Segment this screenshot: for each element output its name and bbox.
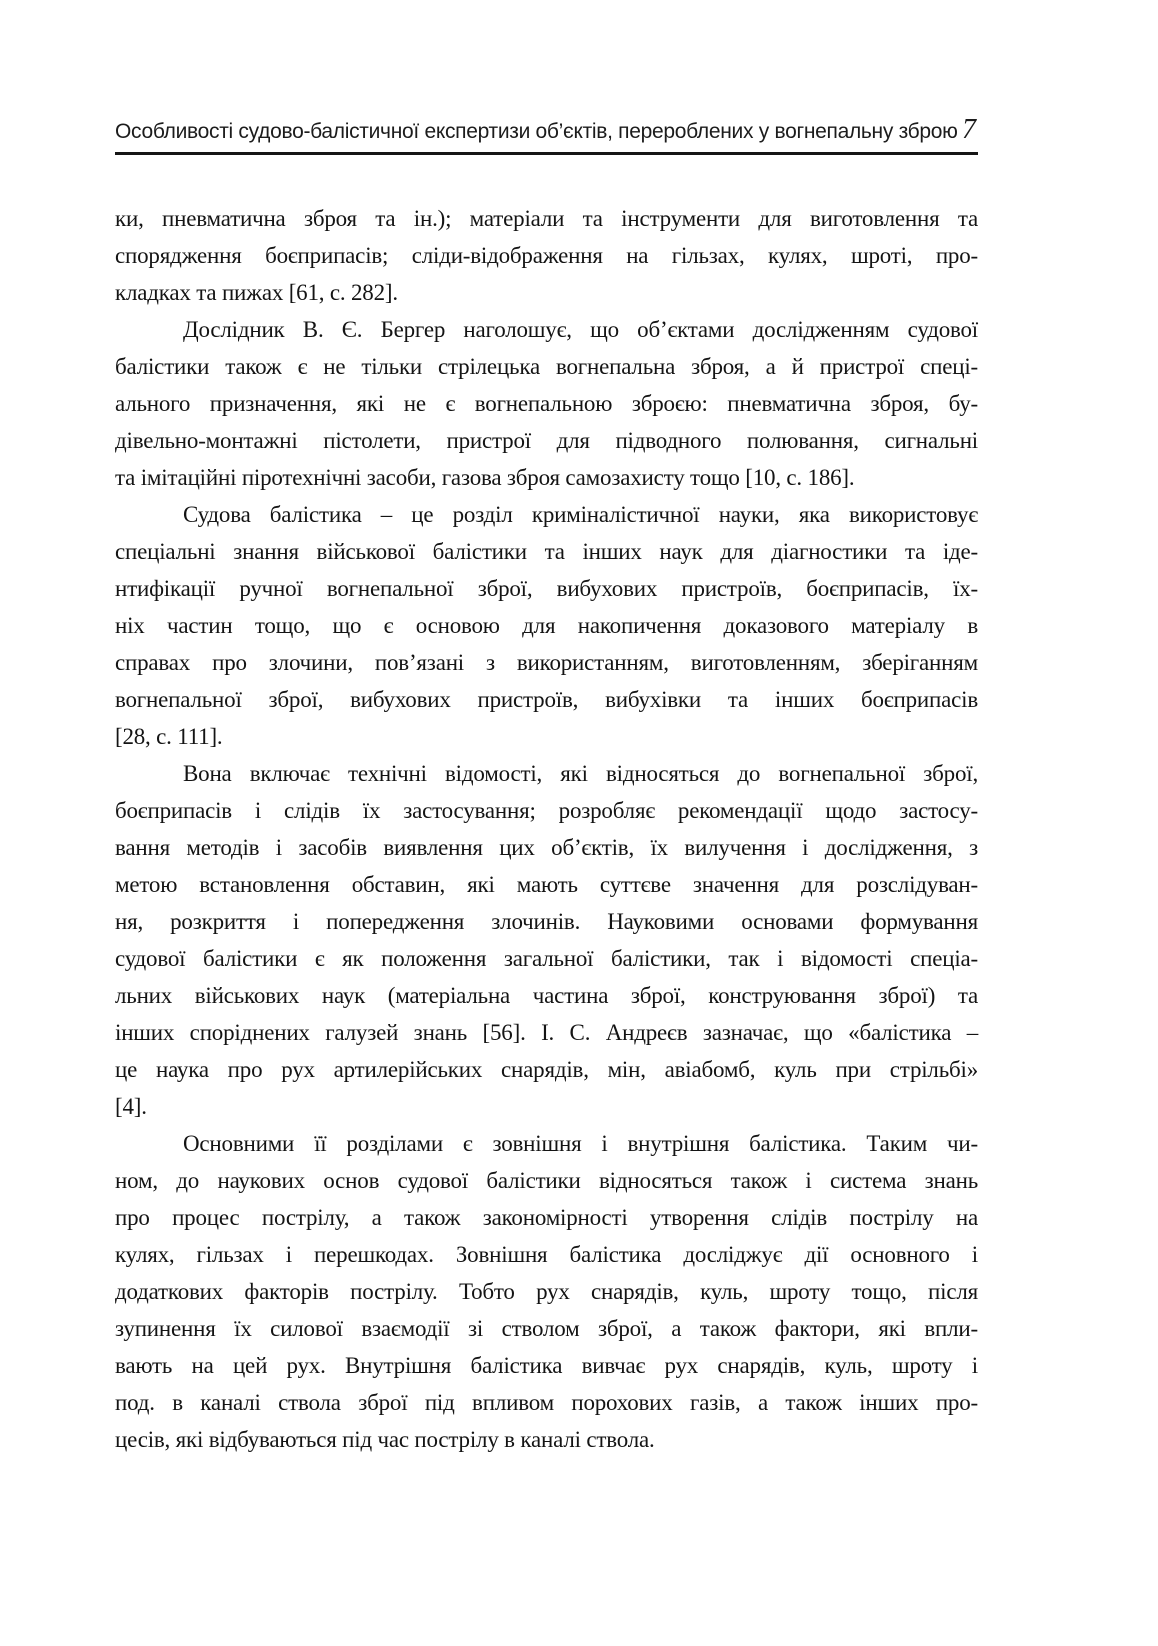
text-line: вання методів і засобів виявлення цих об’єктів, їх вилучення і дослідження, з	[115, 835, 978, 860]
text-line: судової балістики є як положення загальної балістики, так і відомості спеціа-	[115, 946, 978, 971]
text-line: льних військових наук (матеріальна частина зброї, конструювання зброї) та	[115, 983, 978, 1008]
text-line: метою встановлення обставин, які мають суттєве значення для розслідуван-	[115, 872, 978, 897]
text-line: боєприпасів і слідів їх застосування; розробляє рекомендації щодо застосу-	[115, 798, 978, 823]
text-line: Дослідник В. Є. Бергер наголошує, що об’єктами дослідженням судової	[183, 317, 978, 342]
text-line: кладках та пижах [61, с. 282].	[115, 280, 398, 305]
header-rule	[115, 152, 978, 155]
text-line: Основними її розділами є зовнішня і внутрішня балістика. Таким чи-	[183, 1131, 978, 1156]
text-line: спорядження боєприпасів; сліди-відображення на гільзах, кулях, шроті, про-	[115, 243, 978, 268]
text-line: Вона включає технічні відомості, які відносяться до вогнепальної зброї,	[183, 761, 978, 786]
text-line: ки, пневматична зброя та ін.); матеріали та інструменти для виготовлення та	[115, 206, 978, 231]
text-line: [4].	[115, 1094, 147, 1119]
text-line: вогнепальної зброї, вибухових пристроїв, вибухівки та інших боєприпасів	[115, 687, 978, 712]
running-header	[115, 116, 978, 144]
text-line: ніх частин тощо, що є основою для накопичення доказового матеріалу в	[115, 613, 978, 638]
text-line: інших споріднених галузей знань [56]. І. С. Андреєв зазначає, що «балістика –	[115, 1020, 978, 1045]
text-line: про процес пострілу, а також закономірності утворення слідів пострілу на	[115, 1205, 978, 1230]
page-number: 7	[962, 114, 976, 145]
text-line: додаткових факторів пострілу. Тобто рух снарядів, куль, шроту тощо, після	[115, 1279, 978, 1304]
body-text	[115, 200, 978, 1458]
text-line: дівельно-монтажні пістолети, пристрої для підводного полювання, сигнальні	[115, 428, 978, 453]
text-line: вають на цей рух. Внутрішня балістика вивчає рух снарядів, куль, шроту і	[115, 1353, 978, 1378]
text-line: ального призначення, які не є вогнепальною зброєю: пневматична зброя, бу-	[115, 391, 978, 416]
text-line: [28, с. 111].	[115, 724, 223, 749]
text-line: ня, розкриття і попередження злочинів. Науковими основами формування	[115, 909, 978, 934]
running-header-title: Особливості судово-балістичної експертизи об’єктів, перероблених у вогнепальну зброю	[115, 120, 958, 143]
text-line: ном, до наукових основ судової балістики відносяться також і система знань	[115, 1168, 978, 1193]
text-line: це наука про рух артилерійських снарядів, мін, авіабомб, куль при стрільбі»	[115, 1057, 978, 1082]
text-line: кулях, гільзах і перешкодах. Зовнішня балістика досліджує дії основного і	[115, 1242, 978, 1267]
text-line: балістики також є не тільки стрілецька вогнепальна зброя, а й пристрої спеці-	[115, 354, 978, 379]
text-line: зупинення їх силової взаємодії зі стволом зброї, а також фактори, які впли-	[115, 1316, 978, 1341]
text-line: та імітаційні піротехнічні засоби, газова зброя самозахисту тощо [10, с. 186].	[115, 465, 855, 490]
text-line: Судова балістика – це розділ криміналістичної науки, яка використовує	[183, 502, 978, 527]
text-line: под. в каналі ствола зброї під впливом порохових газів, а також інших про-	[115, 1390, 978, 1415]
text-line: справах про злочини, пов’язані з використанням, виготовленням, зберіганням	[115, 650, 978, 675]
text-line: спеціальні знання військової балістики та інших наук для діагностики та іде-	[115, 539, 978, 564]
text-line: нтифікації ручної вогнепальної зброї, вибухових пристроїв, боєприпасів, їх-	[115, 576, 978, 601]
text-line: цесів, які відбуваються під час пострілу в каналі ствола.	[115, 1427, 655, 1452]
